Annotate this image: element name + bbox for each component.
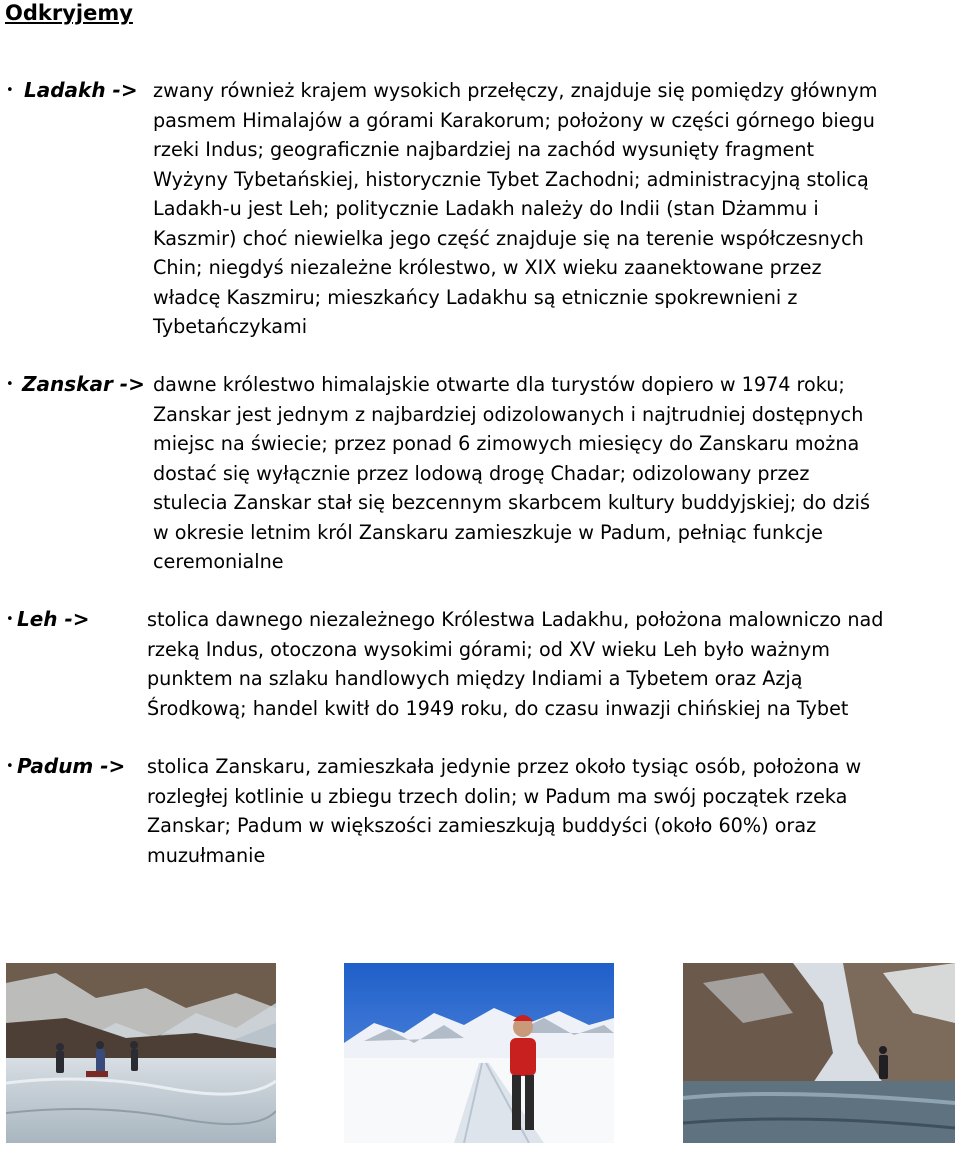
description-line: ceremonialne bbox=[153, 550, 284, 573]
description-line: Środkową; handel kwitł do 1949 roku, do czasu inwazji chińskiej na Tybet bbox=[147, 696, 849, 720]
description-line: Chin; niegdyś niezależne królestwo, w XIX wieku zaanektowane przez bbox=[153, 256, 822, 279]
description-line: stolica Zanskaru, zamieszkała jedynie przez około tysiąc osób, położona w bbox=[147, 755, 862, 778]
description-line: Zanskar; Padum w większości zamieszkują buddyści (około 60%) oraz bbox=[147, 814, 817, 837]
entry-term: Leh -> bbox=[17, 607, 90, 631]
hiker-on-snow-path-photo bbox=[344, 963, 614, 1143]
description-line: stolica dawnego niezależnego Królestwa Ladakhu, położona malowniczo nad bbox=[147, 608, 884, 631]
entry-term: Ladakh -> bbox=[24, 78, 138, 102]
entry-description bbox=[153, 370, 870, 577]
page-heading: Odkryjemy bbox=[5, 1, 133, 25]
bullet: • bbox=[6, 377, 14, 392]
description-line: Wyżyny Tybetańskiej, historycznie Tybet Zachodni; administracyjną stolicą bbox=[153, 167, 869, 191]
description-line: rzeką Indus, otoczona wysokimi górami; od XV wieku Leh było ważnym bbox=[147, 637, 830, 661]
entry-description bbox=[153, 76, 877, 342]
description-line: w okresie letnim król Zanskaru zamieszkuje w Padum, pełniąc funkcje bbox=[153, 520, 823, 544]
description-line: rzeki Indus; geograficznie najbardziej na zachód wysunięty fragment bbox=[153, 138, 815, 161]
description-line: Kaszmir) choć niewielka jego część znajduje się na terenie współczesnych bbox=[153, 226, 864, 250]
description-line: pasmem Himalajów a górami Karakorum; położony w części górnego biegu bbox=[153, 108, 875, 132]
description-line: miejsc na świecie; przez ponad 6 zimowych miesięcy do Zanskaru można bbox=[153, 432, 860, 455]
frozen-river-trekkers-photo bbox=[6, 963, 276, 1143]
description-line: Zanskar jest jednym z najbardziej odizolowanych i najtrudniej dostępnych bbox=[153, 402, 864, 426]
description-line: Tybetańczykami bbox=[153, 315, 308, 338]
description-line: punktem na szlaku handlowych między Indiami a Tybetem oraz Azją bbox=[147, 667, 803, 690]
bullet: • bbox=[6, 759, 14, 774]
description-line: dawne królestwo himalajskie otwarte dla turystów dopiero w 1974 roku; bbox=[153, 373, 845, 396]
description-line: zwany również krajem wysokich przełęczy, znajduje się pomiędzy głównym bbox=[153, 79, 878, 102]
description-line: Ladakh-u jest Leh; politycznie Ladakh należy do Indii (stan Dżammu i bbox=[153, 197, 819, 220]
entry-term: Padum -> bbox=[17, 754, 126, 778]
description-line: rozległej kotlinie u zbiegu trzech dolin; w Padum ma swój początek rzeka bbox=[147, 784, 848, 808]
description-line: dostać się wyłącznie przez lodową drogę Chadar; odizolowany przez bbox=[153, 461, 810, 485]
description-line: muzułmanie bbox=[147, 843, 266, 867]
bullet: • bbox=[6, 612, 14, 627]
entry-description bbox=[147, 605, 883, 723]
bullet: • bbox=[6, 83, 14, 98]
frozen-canyon-walker-photo bbox=[683, 963, 955, 1143]
description-line: władcę Kaszmiru; mieszkańcy Ladakhu są etnicznie spokrewnieni z bbox=[153, 285, 798, 309]
entry-description bbox=[147, 752, 861, 870]
entry-term: Zanskar -> bbox=[22, 372, 145, 396]
description-line: stulecia Zanskar stał się bezcennym skarbcem kultury buddyjskiej; do dziś bbox=[153, 491, 870, 514]
